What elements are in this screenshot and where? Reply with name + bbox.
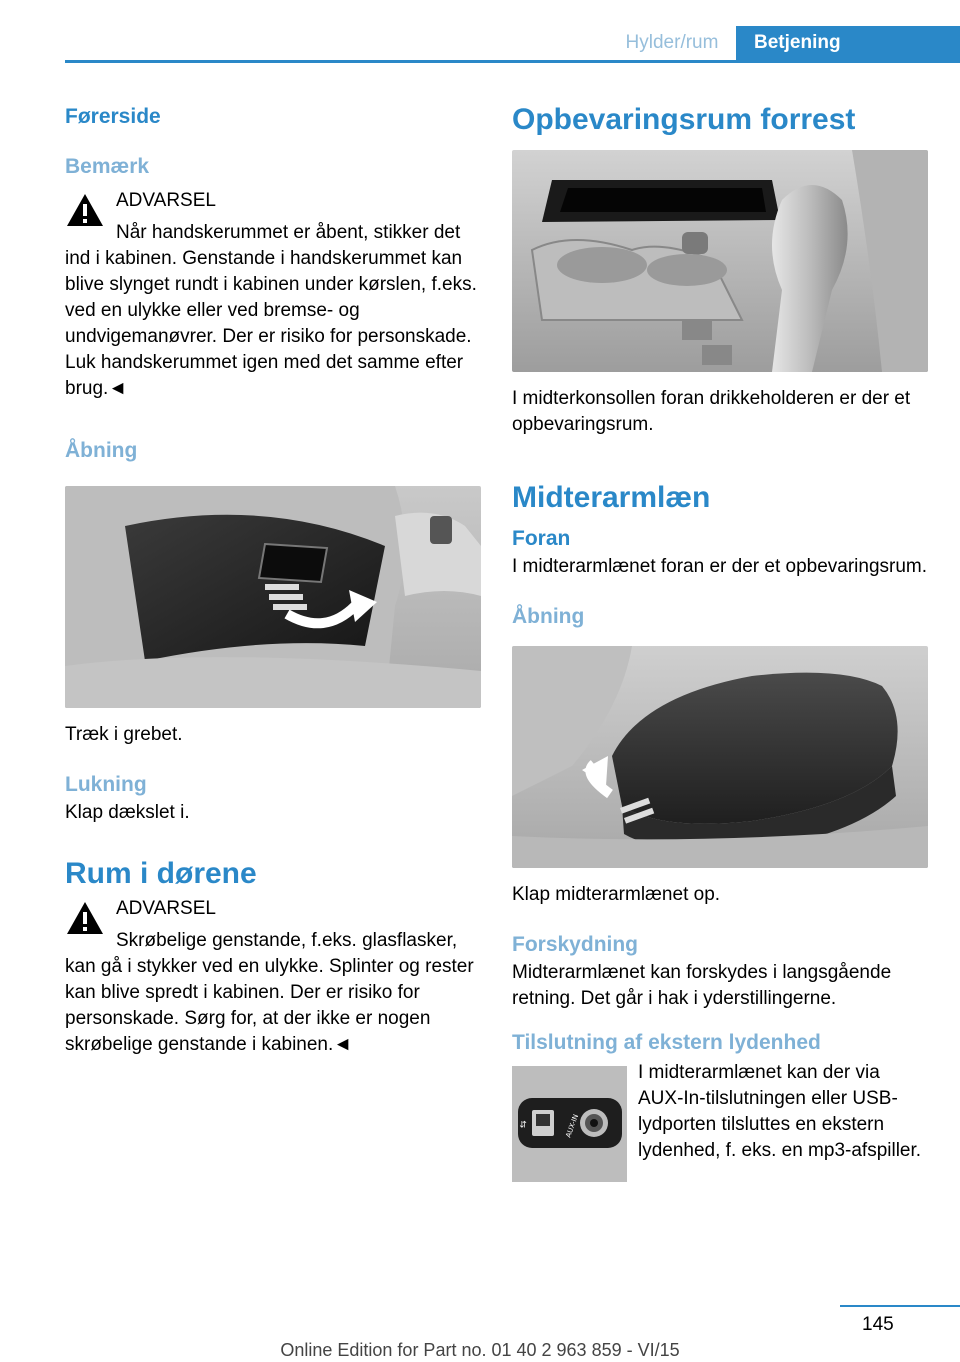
footer-edition: Online Edition for Part no. 01 40 2 963 859 - VI/15 (280, 1340, 680, 1360)
page-number: 145 (862, 1314, 894, 1335)
front-storage-heading: Opbevaringsrum forrest (512, 103, 856, 136)
warning-label: ADVARSEL (116, 898, 216, 919)
svg-text:⇆: ⇆ (519, 1120, 529, 1128)
armrest-opening-heading: Åbning (512, 605, 585, 628)
header-section-tab[interactable]: Hylder/rum (625, 32, 719, 53)
shift-heading: Forskydning (512, 933, 639, 956)
header-chapter-tab[interactable]: Betjening (736, 26, 960, 60)
warning-icon (65, 192, 105, 228)
note-heading: Bemærk (65, 155, 150, 178)
left-column (65, 98, 481, 1058)
closing-heading: Lukning (65, 773, 147, 796)
header-rule (65, 60, 960, 63)
closing-text: Klap dækslet i. (65, 802, 190, 823)
external-audio-text: I midterarmlænet kan der via AUX-In-tilslutningen eller USB-lydporten tilsluttes en ekstern lydenhed, f. eks. en mp3-afspiller. (638, 1062, 922, 1161)
warning-text: Skrøbelige genstande, f.eks. glasflasker, kan gå i stykker ved en ulykke. Splinter og rester kan blive spredt i kabinen. Der er risiko for personskade. Sørg for, at der ikke er nogen skrøbelige genstande i kabinen.◄ (65, 930, 474, 1055)
console-storage-photo (512, 150, 928, 372)
external-audio-heading: Tilslutning af ekstern lydenhed (512, 1031, 821, 1054)
front-heading: Foran (512, 527, 571, 550)
warning-glovebox (65, 188, 481, 214)
aux-usb-photo (512, 1066, 627, 1182)
opening-heading: Åbning (65, 439, 138, 462)
external-audio-block (512, 1060, 928, 1210)
armrest-opening-caption: Klap midterarmlænet op. (512, 884, 721, 905)
warning-icon (65, 900, 105, 936)
driver-side-heading: Førerside (65, 105, 161, 128)
front-text: I midterarmlænet foran er der et opbevaringsrum. (512, 556, 928, 577)
aux-label: AUX-IN (564, 1113, 581, 1139)
warning-text: Når handskerummet er åbent, stikker det ind i kabinen. Genstande i handskerummet kan blive slynget rundt i kabinen under kørslen, f.eks. ved en ulykke eller ved bremse- og undvigemanøvrer. Der er risiko for personskade. Luk handskerummet igen med det samme efter brug.◄ (65, 222, 477, 399)
warning-label: ADVARSEL (116, 190, 216, 211)
warning-doors (65, 896, 481, 922)
shift-text: Midterarmlænet kan forskydes i langsgående retning. Det går i hak i yderstillingerne. (512, 962, 892, 1009)
armrest-photo (512, 646, 928, 868)
armrest-heading: Midterarmlæn (512, 481, 711, 514)
doors-heading: Rum i dørene (65, 857, 257, 890)
glovebox-photo (65, 486, 481, 708)
footer-rule (840, 1305, 960, 1307)
right-column (512, 98, 928, 1210)
opening-caption: Træk i grebet. (65, 724, 183, 745)
front-storage-caption: I midterkonsollen foran drikkeholderen er der et opbevaringsrum. (512, 388, 911, 435)
